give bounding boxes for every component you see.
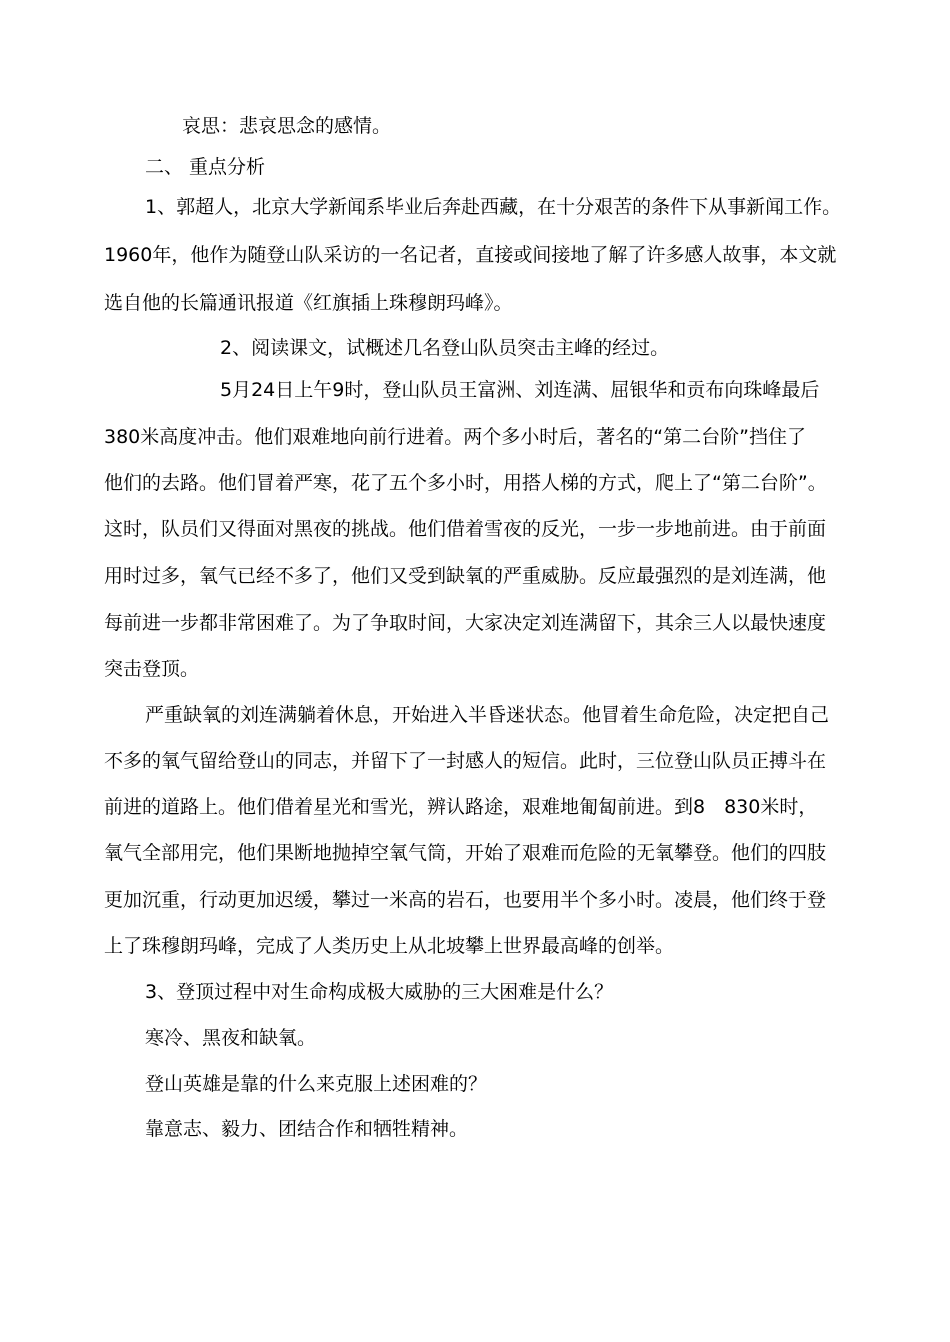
paragraph-line: 氧气全部用完，他们果断地抛掉空氧气筒，开始了艰难而危险的无氧攀登。他们的四肢 xyxy=(104,842,827,864)
paragraph-line: 他们的去路。他们冒着严寒，花了五个多小时，用搭人梯的方式，爬上了“第二台阶”。 xyxy=(104,472,827,494)
paragraph-line: 这时，队员们又得面对黑夜的挑战。他们借着雪夜的反光，一步一步地前进。由于前面 xyxy=(104,518,827,540)
question-line: 3、登顶过程中对生命构成极大威胁的三大困难是什么？ xyxy=(145,981,614,1003)
paragraph-line: 选自他的长篇通讯报道《红旗插上珠穆朗玛峰》。 xyxy=(104,292,513,314)
paragraph-line: 突击登顶。 xyxy=(104,658,200,680)
answer-line: 寒冷、黑夜和缺氧。 xyxy=(145,1027,317,1049)
paragraph-line: 1、郭超人，北京大学新闻系毕业后奔赴西藏，在十分艰苦的条件下从事新闻工作。 xyxy=(145,196,842,218)
question-line: 登山英雄是靠的什么来克服上述困难的？ xyxy=(145,1073,488,1095)
question-line: 2、阅读课文，试概述几名登山队员突击主峰的经过。 xyxy=(220,337,670,359)
answer-line: 靠意志、毅力、团结合作和牺牲精神。 xyxy=(145,1118,469,1140)
paragraph-line: 上了珠穆朗玛峰，完成了人类历史上从北坡攀上世界最高峰的创举。 xyxy=(104,935,675,957)
paragraph-line: 不多的氧气留给登山的同志，并留下了一封感人的短信。此时，三位登山队员正搏斗在 xyxy=(104,750,827,772)
definition-line: 哀思：悲哀思念的感情。 xyxy=(182,115,392,137)
paragraph-line: 更加沉重，行动更加迟缓，攀过一米高的岩石，也要用半个多小时。凌晨，他们终于登 xyxy=(104,889,827,911)
paragraph-line: 5月24日上午9时，登山队员王富洲、刘连满、屈银华和贡布向珠峰最后 xyxy=(220,379,820,401)
paragraph-line: 前进的道路上。他们借着星光和雪光，辨认路途，艰难地匍匐前进。到8 830米时， xyxy=(104,796,818,818)
section-heading: 二、 重点分析 xyxy=(145,156,266,178)
paragraph-line: 1960年，他作为随登山队采访的一名记者，直接或间接地了解了许多感人故事，本文就 xyxy=(104,244,837,266)
paragraph-line: 严重缺氧的刘连满躺着休息，开始进入半昏迷状态。他冒着生命危险，决定把自己 xyxy=(145,704,830,726)
paragraph-line: 每前进一步都非常困难了。为了争取时间，大家决定刘连满留下，其余三人以最快速度 xyxy=(104,612,827,634)
paragraph-line: 用时过多，氧气已经不多了，他们又受到缺氧的严重威胁。反应最强烈的是刘连满，他 xyxy=(104,565,827,587)
paragraph-line: 380米高度冲击。他们艰难地向前行进着。两个多小时后，著名的“第二台阶”挡住了 xyxy=(104,426,806,448)
